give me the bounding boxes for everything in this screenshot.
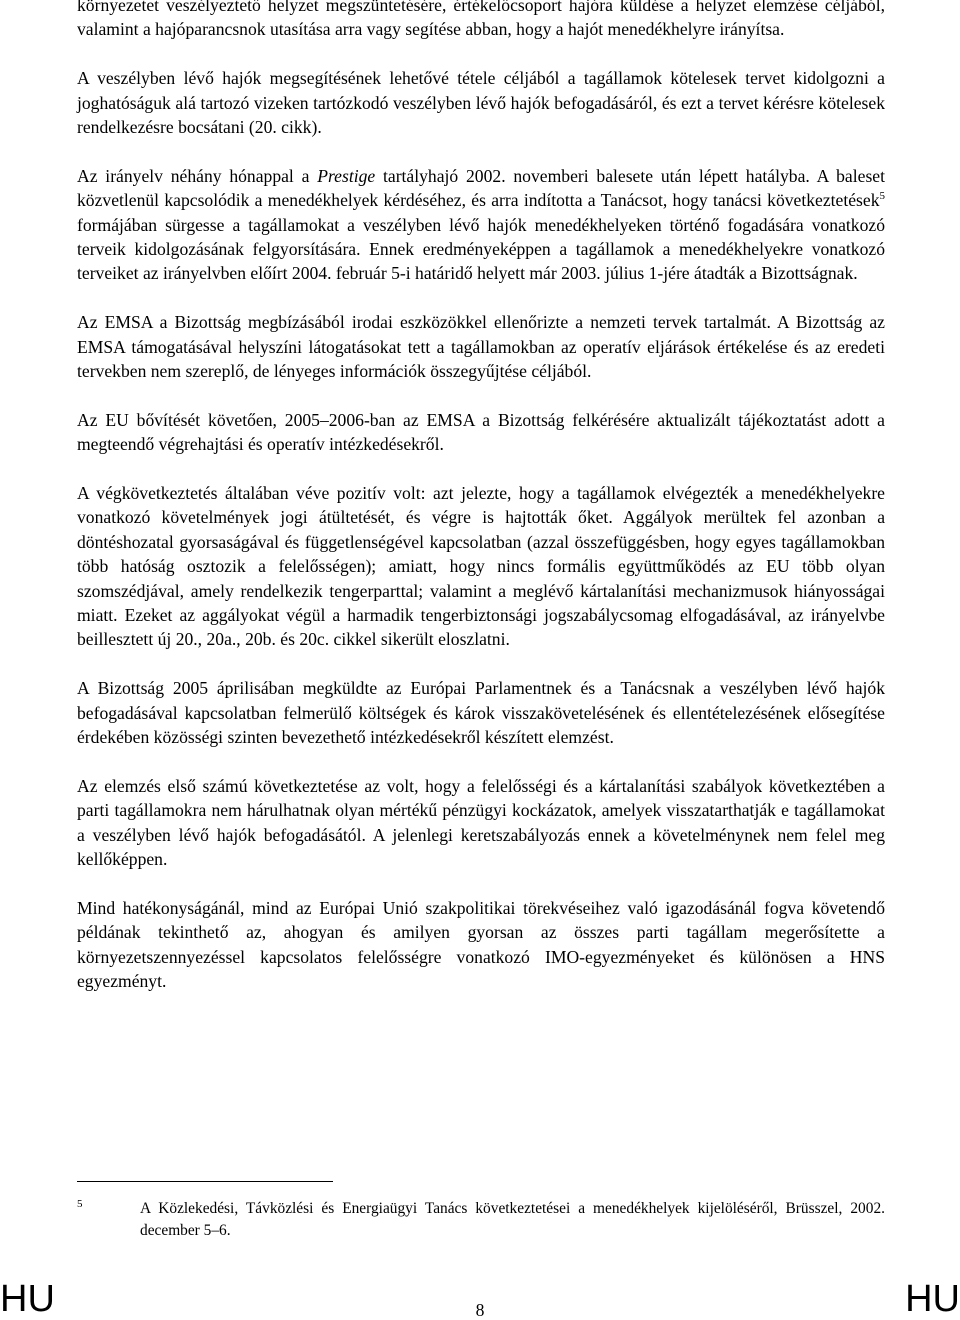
paragraph-text: Az EU bővítését követően, 2005–2006-ban az EMSA a Bizottság felkérésére aktualizált tájékoztatást adott a megteendő végrehajtási és operatív intézkedésekről. — [77, 409, 885, 455]
paragraph-text: A végkövetkeztetés általában véve pozitív volt: azt jelezte, hogy a tagállamok elvégezték a menedékhelyekre vonatkozó követelmények jogi átültetését, és végre is hajtották őket. Aggályok merültek fel azonban a döntéshozatal gyorsaságával és függetlenségével kapcsolatban (azzal összefüggésben, hogy egyes tagállamokban több hatóság osztozik a felelősségen); amiatt, hogy nincs formális együttműködés az EU több olyan szomszédjával, amely rendelkezik tengerparttal; valamint a meglévő kártalanítási mechanizmusok hiányosságai miatt. Ezeket az aggályokat végül a harmadik tengerbiztonsági jogszabálycsomag elfogadásával, az irányelvbe beillesztett új 20., 20a., 20b. és 20c. cikkel sikerült eloszlatni. — [77, 483, 885, 650]
footnote — [77, 1198, 885, 1241]
paragraph — [77, 408, 885, 457]
paragraph-text: környezetet veszélyeztető helyzet megszüntetésére, értékelőcsoport hajóra küldése a helyzet elemzése céljából, valamint a hajóparancsnok utasítása arra vagy segítése abban, hogy a hajót menedékhelyre irányítsa. — [77, 0, 885, 40]
paragraph — [77, 66, 885, 139]
paragraph — [77, 310, 885, 383]
paragraph-text: A veszélyben lévő hajók megsegítésének lehetővé tétele céljából a tagállamok kötelesek tervet kidolgozni a joghatóságuk alá tartozó vizeken tartózkodó veszélyben lévő hajók befogadásáról, és ezt a tervet kérésre kötelesek rendelkezésre bocsátani (20. cikk). — [77, 68, 885, 138]
footnote-separator — [77, 1181, 333, 1182]
footnote-text: A Közlekedési, Távközlési és Energiaügyi Tanács következtetései a menedékhelyek kijelöléséről, Brüsszel, 2002. december 5–6. — [140, 1200, 885, 1239]
paragraph — [77, 481, 885, 652]
language-code-left: HU — [0, 1278, 55, 1320]
paragraph — [77, 676, 885, 749]
italic-text: Prestige — [317, 165, 376, 186]
paragraph-text: Az elemzés első számú következtetése az volt, hogy a felelősségi és a kártalanítási szabályok következtében a parti tagállamokra nem hárulhatnak olyan mértékű pénzügyi kockázatok, amelyek visszatarthatják e tagállamokat a veszélyben lévő hajók befogadásától. A jelenlegi keretszabályozás ennek a követelménynek nem felel meg kellőképpen. — [77, 775, 885, 870]
paragraph-text: A Bizottság 2005 áprilisában megküldte az Európai Parlamentnek és a Tanácsnak a veszélyben lévő hajók befogadásával kapcsolatban felmerülő költségek és károk visszakövetelésének és ellentételezésének elősegítése érdekében közösségi szinten bevezethető intézkedésekről készített elemzést. — [77, 678, 885, 748]
footnote-number: 5 — [77, 1198, 83, 1210]
paragraph-text: Mind hatékonyságánál, mind az Európai Unió szakpolitikai törekvéseihez való igazodásánál fogva követendő példának tekinthető az, ahogyan és amilyen gyorsan az összes parti tagállam megerősítette a környezetszennyezéssel kapcsolatos felelősségre vonatkozó IMO-egyezményeket és különösen a HNS egyezményt. — [77, 897, 885, 992]
document-body — [77, 0, 885, 1018]
paragraph-text: Az irányelv néhány hónappal a — [77, 165, 318, 186]
paragraph-text: Az EMSA a Bizottság megbízásából irodai eszközökkel ellenőrizte a nemzeti tervek tartalmát. A Bizottság az EMSA támogatásával helyszíni látogatásokat tett a tagállamokban az operatív eljárások értékelése és az eredeti tervekben nem szereplő, de lényeges információk összegyűjtése céljából. — [77, 312, 885, 382]
paragraph-text: tartályhajó 2002. novemberi balesete után lépett hatályba. A baleset közvetlenül kapcsolódik a menedékhelyek kérdéséhez, és arra indította a Tanácsot, hogy tanácsi következtetések — [77, 165, 885, 211]
paragraph — [77, 896, 885, 994]
paragraph — [77, 164, 885, 286]
paragraph-text: formájában sürgesse a tagállamokat a veszélyben lévő hajók menedékhelyeken történő fogadására vonatkozó terveik kidolgozásának felgyorsítására. Ennek eredményeképpen a tagállamok a menedékhelyekre vonatkozó terveiket az irányelvben előírt 2004. február 5-i határidő helyett már 2003. július 1-jére átadták a Bizottságnak. — [77, 214, 885, 284]
footnote-reference: 5 — [879, 190, 885, 203]
paragraph — [77, 774, 885, 872]
page-number: 8 — [475, 1300, 485, 1320]
paragraph — [77, 0, 885, 42]
language-code-right: HU — [905, 1278, 960, 1320]
